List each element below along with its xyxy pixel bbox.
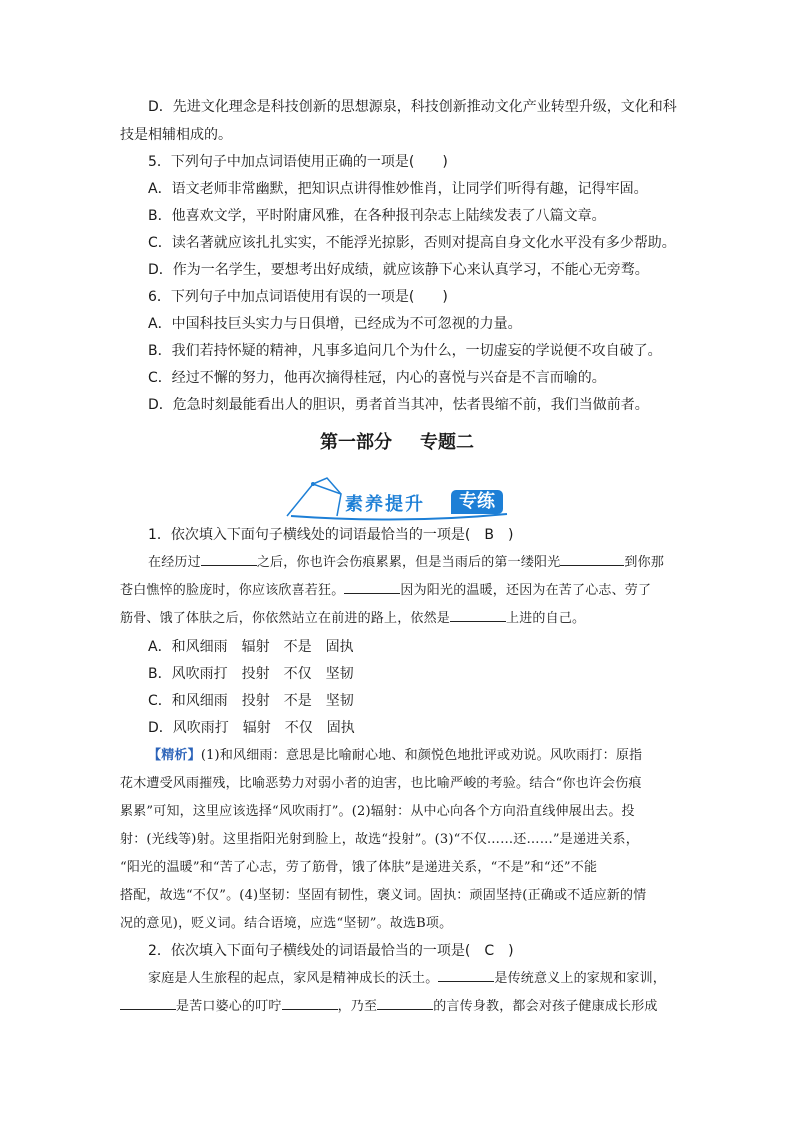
fill-blank-3: [282, 995, 338, 1010]
explanation-tag: 【精析】: [148, 748, 201, 763]
explanation-text: (1)和风细雨：意思是比喻耐心地、和颜悦色地批评或劝说。风吹雨打：原指: [200, 748, 643, 763]
section-title: [0, 428, 794, 454]
fill-blank-2: [120, 995, 176, 1010]
passage-text: ，乃至: [337, 999, 378, 1014]
banner-tag: 专练: [451, 490, 503, 514]
banner-dot: [311, 482, 315, 486]
question-6-stem: 6．下列句子中加点词语使用有误的一项是( ): [148, 289, 448, 305]
explanation-line6: 搭配，故选“不仅”。(4)坚韧：坚固有韧性，褒义词。固执：顽固坚持(正确或不适应新的情: [120, 888, 647, 903]
passage-text: 是苦口婆心的叮咛: [176, 999, 282, 1014]
question-6-option-c: C．经过不懈的努力，他再次摘得桂冠，内心的喜悦与兴奋是不言而喻的。: [148, 370, 606, 386]
explanation-line4: 射：(光线等)射。这里指阳光射到脸上，故选“投射”。(3)“不仅……还……”是递进关系，: [120, 832, 639, 847]
question-5-option-c: C．读名著就应该扎扎实实，不能浮光掠影，否则对提高自身文化水平没有多少帮助。: [148, 235, 676, 251]
explanation-line3: 累累”可知，这里应该选择“风吹雨打”。(2)辐射：从中心向各个方向沿直线伸展出去。投: [120, 804, 635, 819]
banner-triangle-outline: [287, 484, 341, 516]
explanation-line7: 况的意见)，贬义词。结合语境，应选“坚韧”。故选B项。: [120, 916, 453, 931]
question-6-option-d: D．危急时刻最能看出人的胆识，勇者首当其冲，怯者畏缩不前，我们当做前者。: [148, 397, 649, 413]
fill-blank-1: [201, 551, 257, 566]
passage-text: 家庭是人生旅程的起点，家风是精神成长的沃土。: [148, 971, 439, 986]
practice-1-option-c: C．和风细雨 投射 不是 坚韧: [148, 693, 354, 709]
question-5-option-a: A．语文老师非常幽默，把知识点讲得惟妙惟肖，让同学们听得有趣，记得牢固。: [148, 181, 648, 197]
passage-text: 之后，你也许会伤痕累累，但是当雨后的第一缕阳光: [256, 555, 561, 570]
fill-blank-1: [438, 967, 494, 982]
question-5-stem: 5．下列句子中加点词语使用正确的一项是( ): [148, 154, 448, 170]
passage-text: 苍白憔悴的脸庞时，你应该欣喜若狂。: [120, 583, 345, 598]
passage-text: 筋骨、饿了体肤之后，你依然站立在前进的路上，依然是: [120, 611, 451, 626]
practice-2-stem: 2．依次填入下面句子横线处的词语最恰当的一项是( C ): [148, 943, 514, 959]
practice-1-option-b: B．风吹雨打 投射 不仅 坚韧: [148, 666, 354, 682]
explanation-line2: 花木遭受风雨摧残，比喻恶势力对弱小者的迫害，也比喻严峻的考验。结合“你也许会伤痕: [120, 776, 642, 791]
practice-2-passage-line1: [148, 965, 674, 993]
question-5-option-d: D．作为一名学生，要想考出好成绩，就应该静下心来认真学习，不能心无旁骛。: [148, 262, 649, 278]
question-6-option-b: B．我们若持怀疑的精神，凡事多追问几个为什么，一切虚妄的学说便不攻自破了。: [148, 343, 662, 359]
section-part: 第一部分: [320, 432, 392, 453]
passage-text: 因为阳光的温暖，还因为在苦了心志、劳了: [400, 583, 652, 598]
option-d-text-line2: 技是相辅相成的。: [120, 127, 232, 143]
practice-1-passage-line3: [120, 605, 674, 633]
passage-text: 是传统意义上的家规和家训，: [494, 971, 667, 986]
passage-text: 在经历过: [148, 555, 201, 570]
explanation-line1: [148, 742, 674, 770]
practice-banner: [283, 476, 513, 522]
passage-text: 到你那: [624, 555, 665, 570]
fill-blank-2: [560, 551, 624, 566]
fill-blank-4: [377, 995, 433, 1010]
section-topic: 专题二: [420, 432, 474, 453]
fill-blank-4: [450, 607, 506, 622]
question-6-option-a: A．中国科技巨头实力与日俱增，已经成为不可忽视的力量。: [148, 316, 522, 332]
practice-1-option-d: D．风吹雨打 辐射 不仅 固执: [148, 720, 355, 736]
fill-blank-3: [344, 579, 400, 594]
practice-2-passage-line2: [120, 993, 674, 1021]
practice-1-option-a: A．和风细雨 辐射 不是 固执: [148, 639, 354, 655]
practice-1-passage-line1: [148, 549, 674, 577]
practice-1-passage-line2: [120, 577, 674, 605]
question-5-option-b: B．他喜欢文学，平时附庸风雅，在各种报刊杂志上陆续发表了八篇文章。: [148, 208, 606, 224]
passage-text: 的言传身教，都会对孩子健康成长形成: [433, 999, 658, 1014]
option-d-text-line1: D．先进文化理念是科技创新的思想源泉，科技创新推动文化产业转型升级，文化和科: [148, 99, 677, 115]
explanation-line5: “阳光的温暖”和“苦了心志，劳了筋骨，饿了体肤”是递进关系，“不是”和“还”不能: [120, 860, 598, 875]
practice-1-stem: 1．依次填入下面句子横线处的词语最恰当的一项是( B ): [148, 527, 514, 543]
banner-main-text: 素养提升: [345, 494, 425, 515]
passage-text: 上进的自己。: [506, 611, 586, 626]
